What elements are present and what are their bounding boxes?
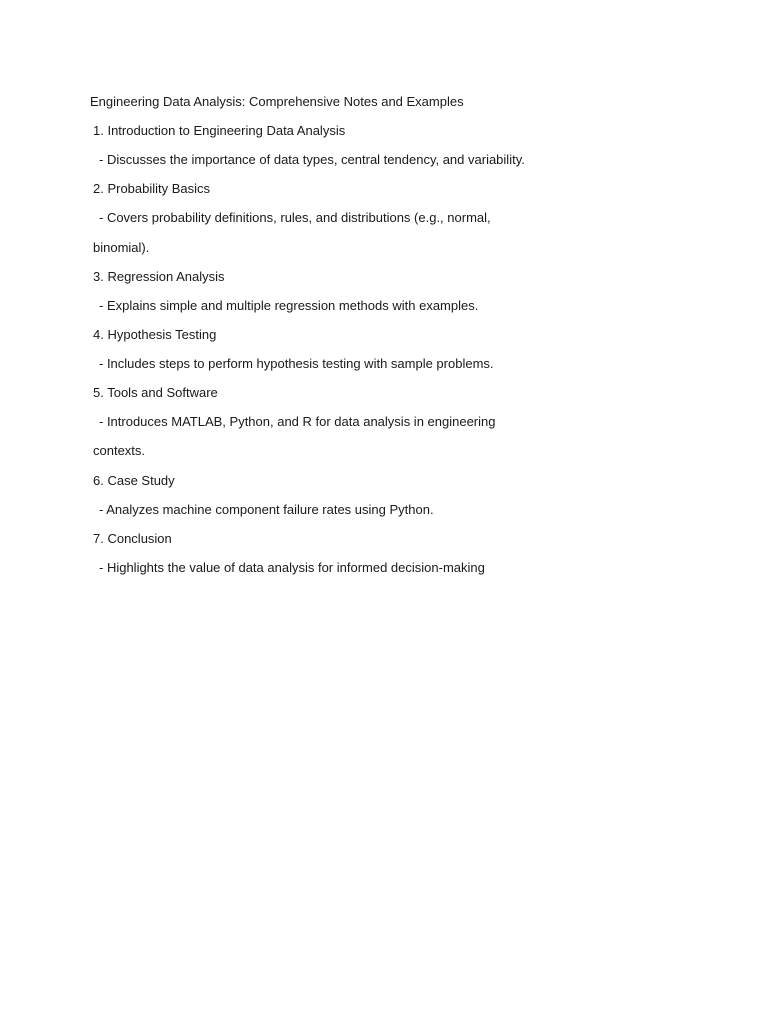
section-7-description: - Highlights the value of data analysis for informed decision-making [99, 560, 485, 575]
section-5-heading: 5. Tools and Software [93, 385, 218, 400]
section-2-heading: 2. Probability Basics [93, 181, 211, 196]
section-5-description-line1: - Introduces MATLAB, Python, and R for data analysis in engineering [99, 414, 496, 429]
document-title: Engineering Data Analysis: Comprehensive Notes and Examples [90, 94, 464, 109]
section-2-description-line2: binomial). [93, 240, 150, 255]
section-3-heading: 3. Regression Analysis [93, 269, 225, 284]
section-7-heading: 7. Conclusion [93, 531, 172, 546]
section-2-description-line1: - Covers probability definitions, rules, and distributions (e.g., normal, [99, 210, 491, 225]
section-6-heading: 6. Case Study [93, 473, 175, 488]
section-3-description: - Explains simple and multiple regression methods with examples. [99, 298, 479, 313]
section-1-description: - Discusses the importance of data types, central tendency, and variability. [99, 152, 525, 167]
section-4-description: - Includes steps to perform hypothesis testing with sample problems. [99, 356, 494, 371]
section-4-heading: 4. Hypothesis Testing [93, 327, 217, 342]
section-5-description-line2: contexts. [93, 443, 146, 458]
section-1-heading: 1. Introduction to Engineering Data Analysis [93, 123, 346, 138]
section-6-description: - Analyzes machine component failure rates using Python. [99, 502, 434, 517]
